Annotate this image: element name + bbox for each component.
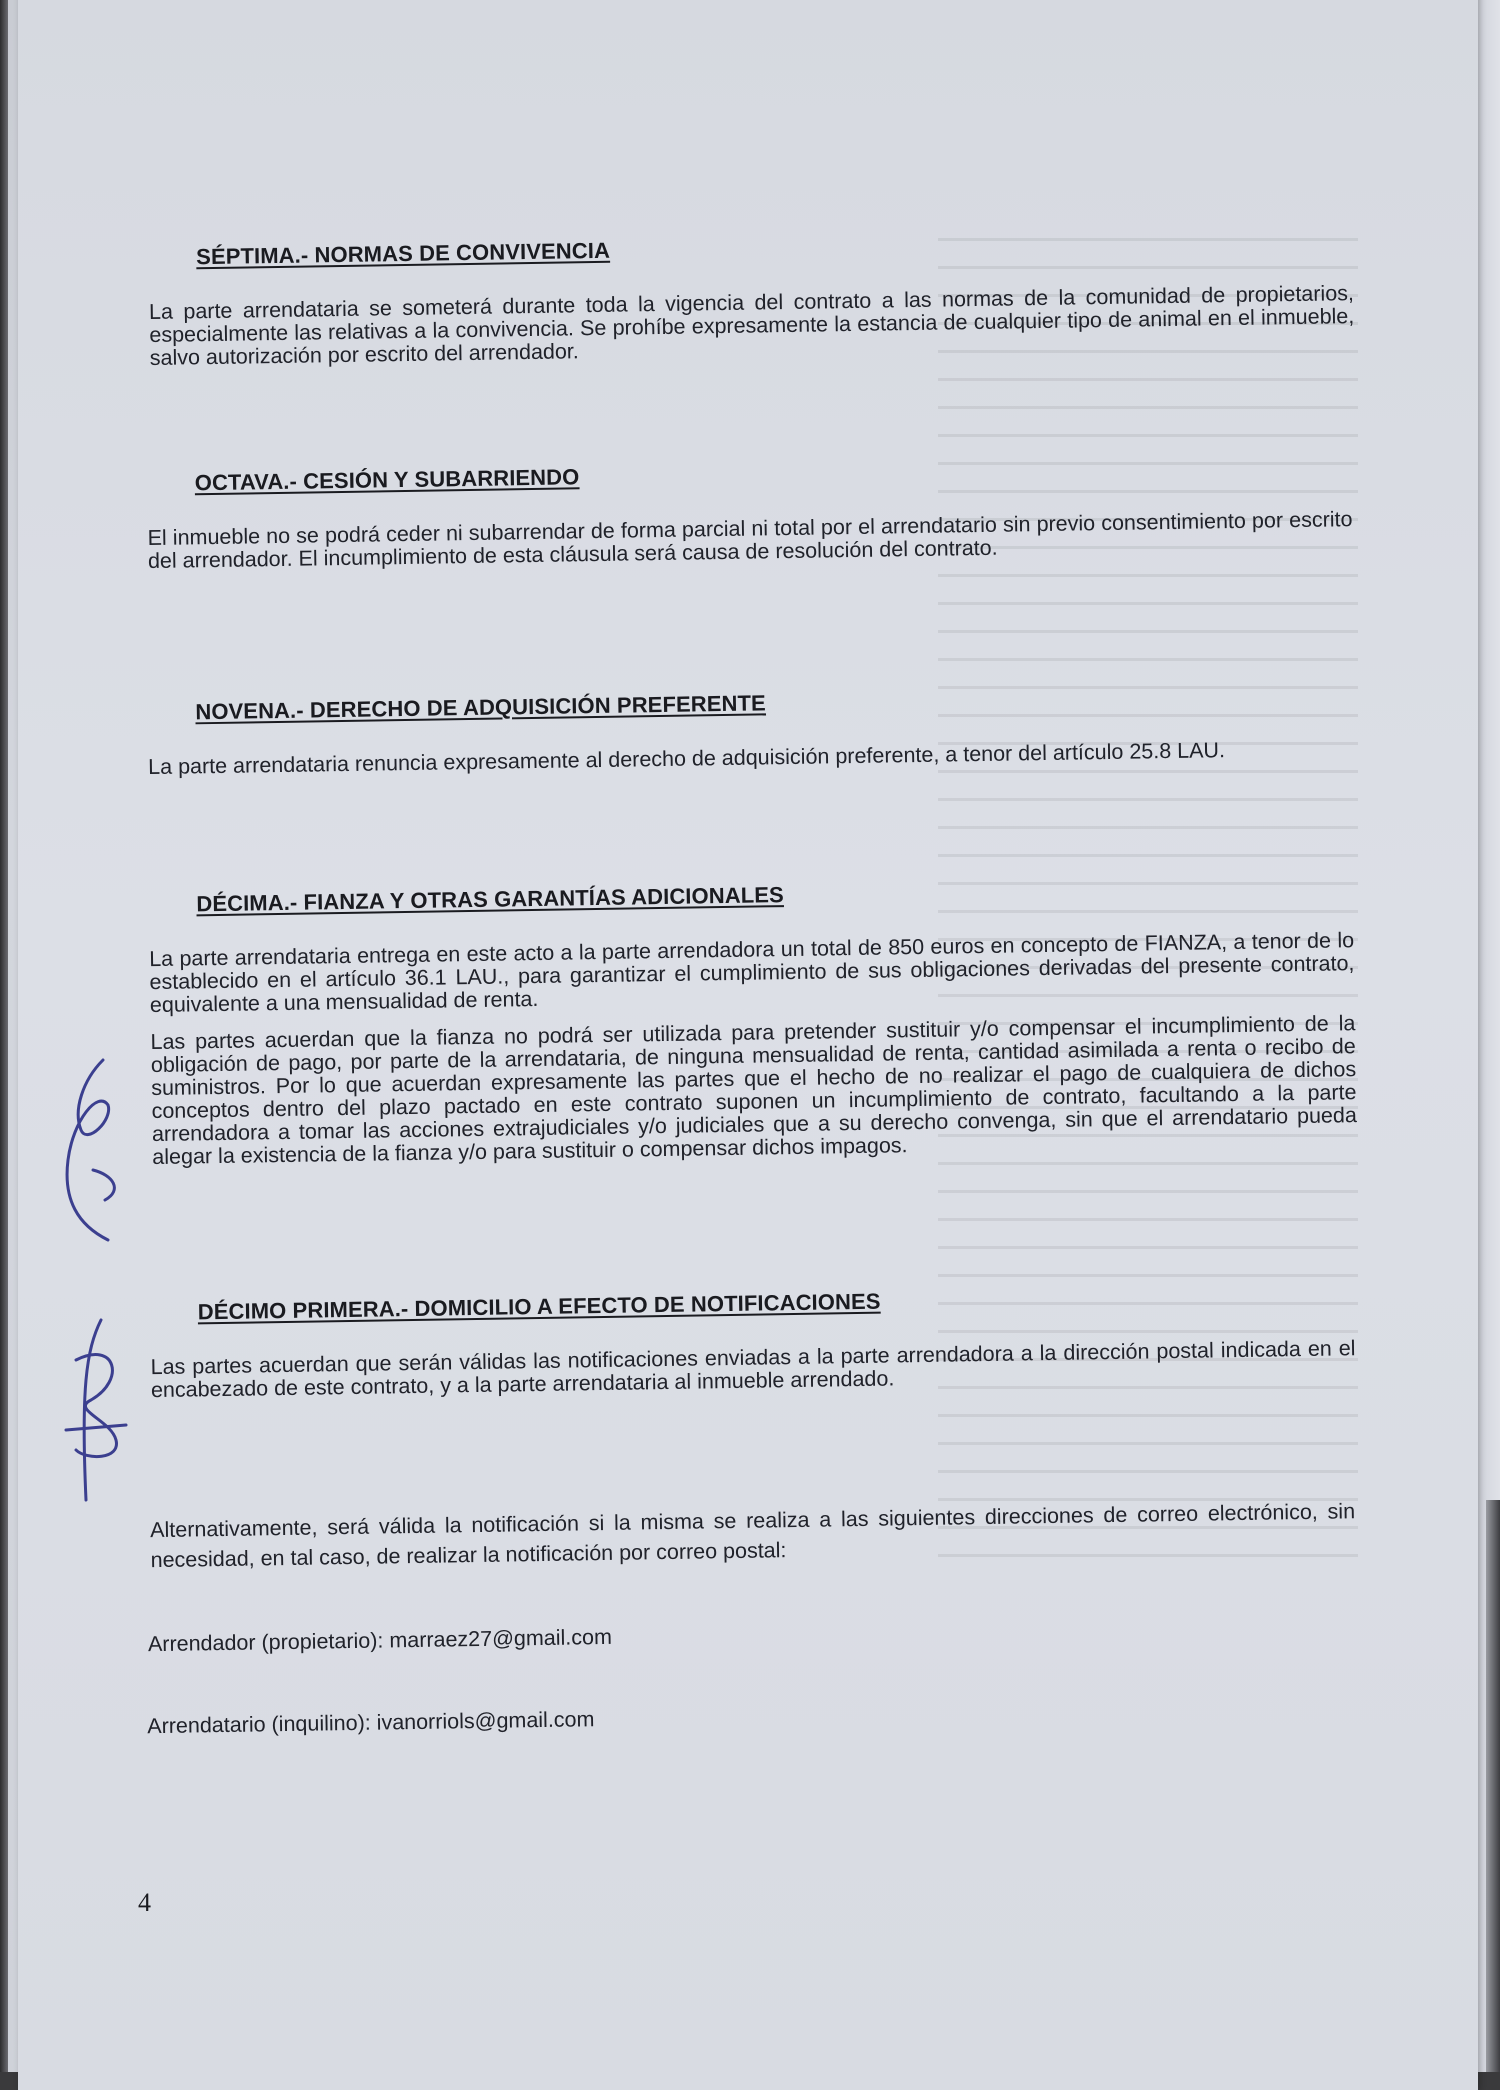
document-page bbox=[18, 0, 1478, 2090]
clause-novena bbox=[147, 681, 1353, 793]
signature-initials-2 bbox=[56, 1310, 146, 1510]
clause-body-fianza-uso: Las partes acuerdan que la fianza no podrá ser utilizada para pretender sustituir y/o compensar el incumplimiento de la obligación de pago, por parte de la arrendataria, de ninguna mensualidad de renta, cantidad asimilada a renta o recibo de suministros. Por lo que acuerdan expresamente las partes que el hecho de no realizar el pago de cualquiera de dichos conceptos dentro del plazo pactado en este contrato suponen un incumplimiento de contrato, facultando a la parte arrendadora a tomar las acciones extrajudiciales y/o judiciales que a su derecho convenga, sin que el arrendatario pueda alegar la existencia de la fianza y/o para sustituir o compensar dichos impagos. bbox=[150, 1011, 1358, 1170]
contract-content bbox=[147, 225, 1393, 1738]
landlord-email: Arrendador (propietario): marraez27@gmail.com bbox=[147, 1624, 613, 1656]
tenant-email: Arrendatario (inquilino): ivanorriols@gmail.com bbox=[147, 1706, 595, 1738]
clause-body: La parte arrendataria se someterá durante toda la vigencia del contrato a las normas de la comunidad de propietarios, especialmente las relativas a la convivencia. Se prohíbe expresamente la estancia de cualquier tipo de animal en el inmueble, salvo autorización por escrito del arrendador. bbox=[148, 281, 1355, 370]
clause-body-fianza: La parte arrendataria entrega en este acto a la parte arrendadora un total de 850 euros en concepto de FIANZA, a tenor de lo establecido en el artículo 36.1 LAU., para garantizar el cumplimiento de sus obligaciones derivadas del presente contrato, equivalente a una mensualidad de renta. bbox=[149, 928, 1355, 1018]
clause-heading: DÉCIMO PRIMERA.- DOMICILIO A EFECTO DE NOTIFICACIONES bbox=[197, 1288, 881, 1325]
clause-decimo-primera bbox=[150, 1281, 1357, 1416]
signature-initials-1 bbox=[53, 1050, 143, 1250]
clause-body: Las partes acuerdan que serán válidas las notificaciones enviadas a la parte arrendadora a la dirección postal indicada en el encabezado de este contrato, y a la parte arrendataria al inmueble arrendado. bbox=[150, 1336, 1356, 1403]
clause-heading: DÉCIMA.- FIANZA Y OTRAS GARANTÍAS ADICIONALES bbox=[196, 882, 784, 917]
clause-heading: OCTAVA.- CESIÓN Y SUBARRIENDO bbox=[194, 464, 580, 496]
clause-heading: SÉPTIMA.- NORMAS DE CONVIVENCIA bbox=[195, 237, 611, 270]
photo-right-edge bbox=[1486, 1500, 1500, 2072]
clause-body: El inmueble no se podrá ceder ni subarrendar de forma parcial ni total por el arrendatario sin previo consentimiento por escrito del arrendador. El incumplimiento de esta cláusula será causa de resolución del contrato. bbox=[147, 507, 1353, 574]
clause-heading: NOVENA.- DERECHO DE ADQUISICIÓN PREFERENTE bbox=[195, 690, 767, 725]
alternative-notification-text: Alternativamente, será válida la notificación si la misma se realiza a las siguientes direcciones de correo electrónico, sin necesidad, en tal caso, de realizar la notificación por correo postal: bbox=[149, 1498, 1356, 1572]
page-number: 4 bbox=[138, 1888, 151, 1917]
clause-septima bbox=[148, 226, 1355, 384]
clause-decima bbox=[148, 873, 1357, 1183]
clause-octava bbox=[147, 452, 1354, 587]
photo-left-edge bbox=[0, 0, 8, 2072]
clause-body: La parte arrendataria renuncia expresamente al derecho de adquisición preferente, a tenor del artículo 25.8 LAU. bbox=[148, 738, 1226, 780]
